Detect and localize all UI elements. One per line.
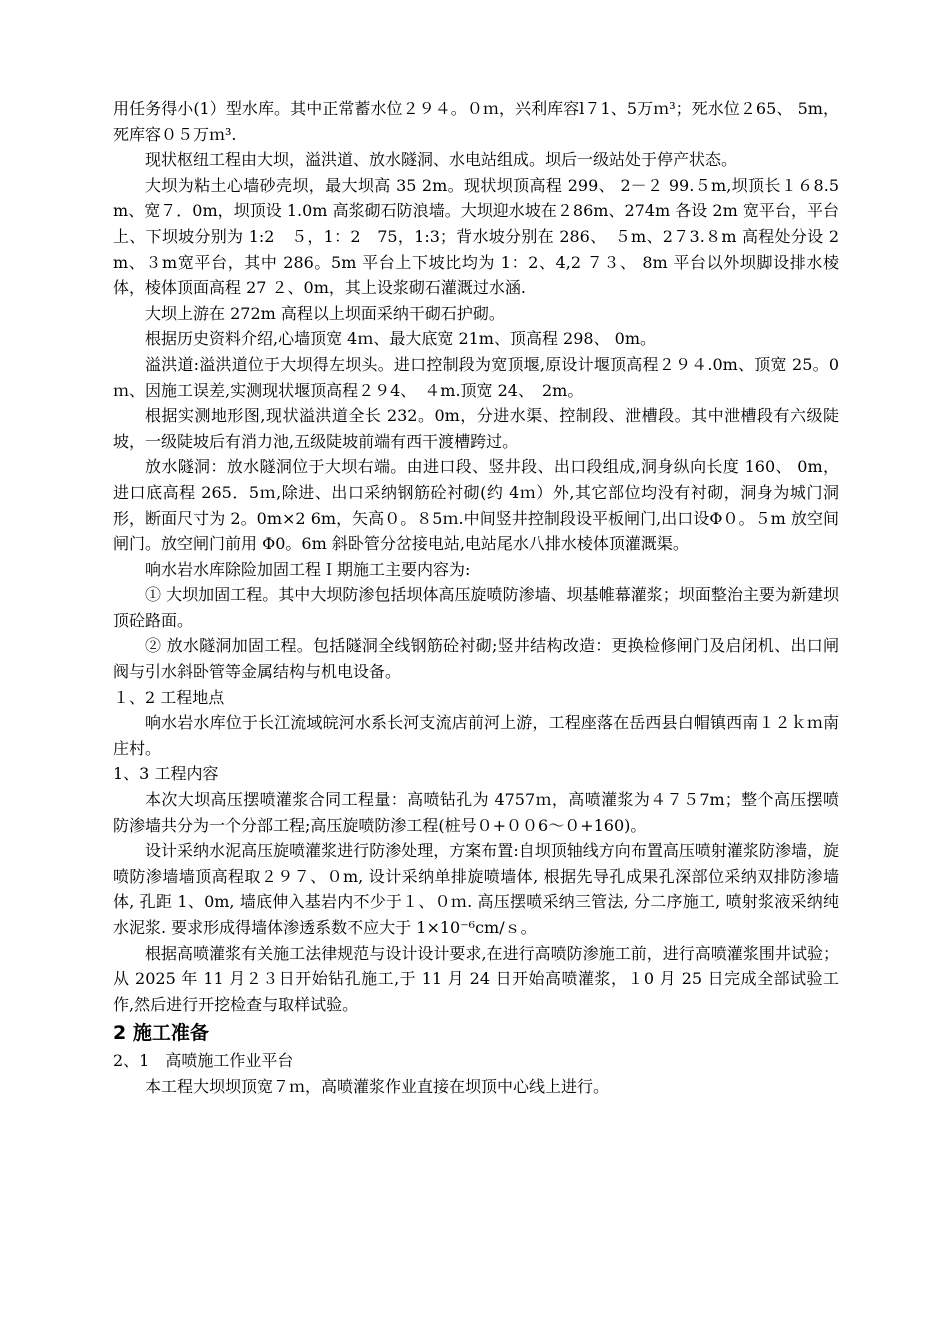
- paragraph-contract-quantity: 本次大坝高压摆喷灌浆合同工程量：高喷钻孔为 4757ｍ，高喷灌浆为４７５7m；整个高压摆喷防渗墙共分为一个分部工程;高压旋喷防渗工程(桩号０+００6～０+160)。: [113, 790, 839, 835]
- paragraph-phase1-item1: ① 大坝加固工程。其中大坝防渗包括坝体高压旋喷防渗墙、坝基帷幕灌浆；坝面整治主要为新建坝顶砼路面。: [113, 585, 839, 630]
- chapter-heading-2: 2 施工准备: [113, 1022, 209, 1045]
- paragraph-spillway: 溢洪道:溢洪道位于大坝得左坝头。进口控制段为宽顶堰,原设计堰顶高程２９４.0m、顶宽 25。0ｍ、因施工误差,实测现状堰顶高程２９4、 ４m.顶宽 24、 2m。: [113, 354, 839, 400]
- document-page: [113, 96, 839, 1100]
- paragraph-dam-description: 大坝为粘土心墙砂壳坝，最大坝高 35 2m。现状坝顶高程 299、 2－２ 99.５m,坝顶长１６8.5m、宽７．0m，坝顶设 1.0m 高浆砌石防浪墙。大坝迎水坡在２86m、274m 各设 2m 宽平台，平台上、下坝坡分别为 1:2 ５，1：2 75，1:3；背水坡分别在 286、 ５m、2７3.８m 高程处分设 2m、３m宽平台，其中 286。5m 平台上下坡比均为 1：2、4,2 ７３、 8m 平台以外坝脚设排水棱体，棱体顶面高程 27 ２、0m，其上设浆砌石灌溉过水涵.: [113, 175, 839, 298]
- section-heading-2-1: 2、1 高喷施工作业平台: [113, 1051, 294, 1071]
- section-heading-1-3: 1、3 工程内容: [113, 764, 219, 784]
- paragraph-trial-schedule: 根据高喷灌浆有关施工法律规范与设计设计要求,在进行高喷防渗施工前，进行高喷灌浆围井试验；从 2025 年 11 月２３日开始钻孔施工,于 11 月 24 日开始高喷灌浆，１0 月 25 日完成全部试验工作,然后进行开挖检查与取样试验。: [113, 943, 839, 1014]
- paragraph-project-location: 响水岩水库位于长江流域皖河水系长河支流店前河上游，工程座落在岳西县白帽镇西南１２ｋｍ南庄村。: [113, 713, 839, 758]
- paragraph-phase1-intro: 响水岩水库除险加固工程Ｉ期施工主要内容为:: [145, 559, 471, 579]
- paragraph-reservoir-capacity: 用任务得小(1）型水库。其中正常蓄水位２９４。０ｍ，兴利库容l７1、5万ｍ³；死水位２65、 5m，死库容０５万ｍ³.: [113, 99, 839, 144]
- paragraph-core-wall: 根据历史资料介绍,心墙顶宽 4ｍ、最大底宽 21m、顶高程 298、 0m。: [145, 329, 657, 349]
- paragraph-outlet-tunnel: 放水隧洞：放水隧洞位于大坝右端。由进口段、竖井段、出口段组成,洞身纵向长度 160、 0m，进口底高程 265．5ｍ,除进、出口采纳钢筋砼衬砌(约 4ｍ）外,其它部位均没有衬砌，洞身为城门洞形，断面尺寸为 2。0m×2 6m，矢高０。８5ｍ.中间竖井控制段设平板闸门,出口设Φ０。５m 放空间闸门。放空闸门前用 Φ0。6m 斜卧管分岔接电站,电站尾水八排水棱体顶灌溉渠。: [113, 457, 839, 554]
- paragraph-phase1-item2: ② 放水隧洞加固工程。包括隧洞全线钢筋砼衬砌;竖井结构改造：更换检修闸门及启闭机、出口闸阀与引水斜卧管等金属结构与机电设备。: [113, 636, 839, 682]
- section-heading-1-2: １、2 工程地点: [113, 687, 225, 707]
- paragraph-spillway-survey: 根据实测地形图,现状溢洪道全长 232。0m，分进水渠、控制段、泄槽段。其中泄槽段有六级陡坡，一级陡坡后有消力池,五级陡坡前端有西干渡槽跨过。: [113, 406, 839, 451]
- paragraph-design-scheme: 设计采纳水泥高压旋喷灌浆进行防渗处理，方案布置:自坝顶轴线方向布置高压喷射灌浆防渗墙，旋喷防渗墙墙顶高程取２９７、０m, 设计采纳单排旋喷墙体, 根据先导孔成果孔深部位采纳双排防渗墙体, 孔距 1、0m, 墙底伸入基岩内不少于１、０ｍ. 高压摆喷采纳三管法, 分二序施工, 喷射浆液采纳纯水泥浆. 要求形成得墙体渗透系数不应大于 1×10⁻⁶cm/ｓ。: [113, 841, 839, 937]
- paragraph-hub-overview: 现状枢纽工程由大坝，溢洪道、放水隧洞、水电站组成。坝后一级站处于停产状态。: [145, 150, 738, 170]
- paragraph-upstream-protection: 大坝上游在 272m 高程以上坝面采纳干砌石护砌。: [145, 303, 505, 323]
- paragraph-work-platform: 本工程大坝坝顶宽７ｍ，高喷灌浆作业直接在坝顶中心线上进行。: [145, 1076, 610, 1096]
